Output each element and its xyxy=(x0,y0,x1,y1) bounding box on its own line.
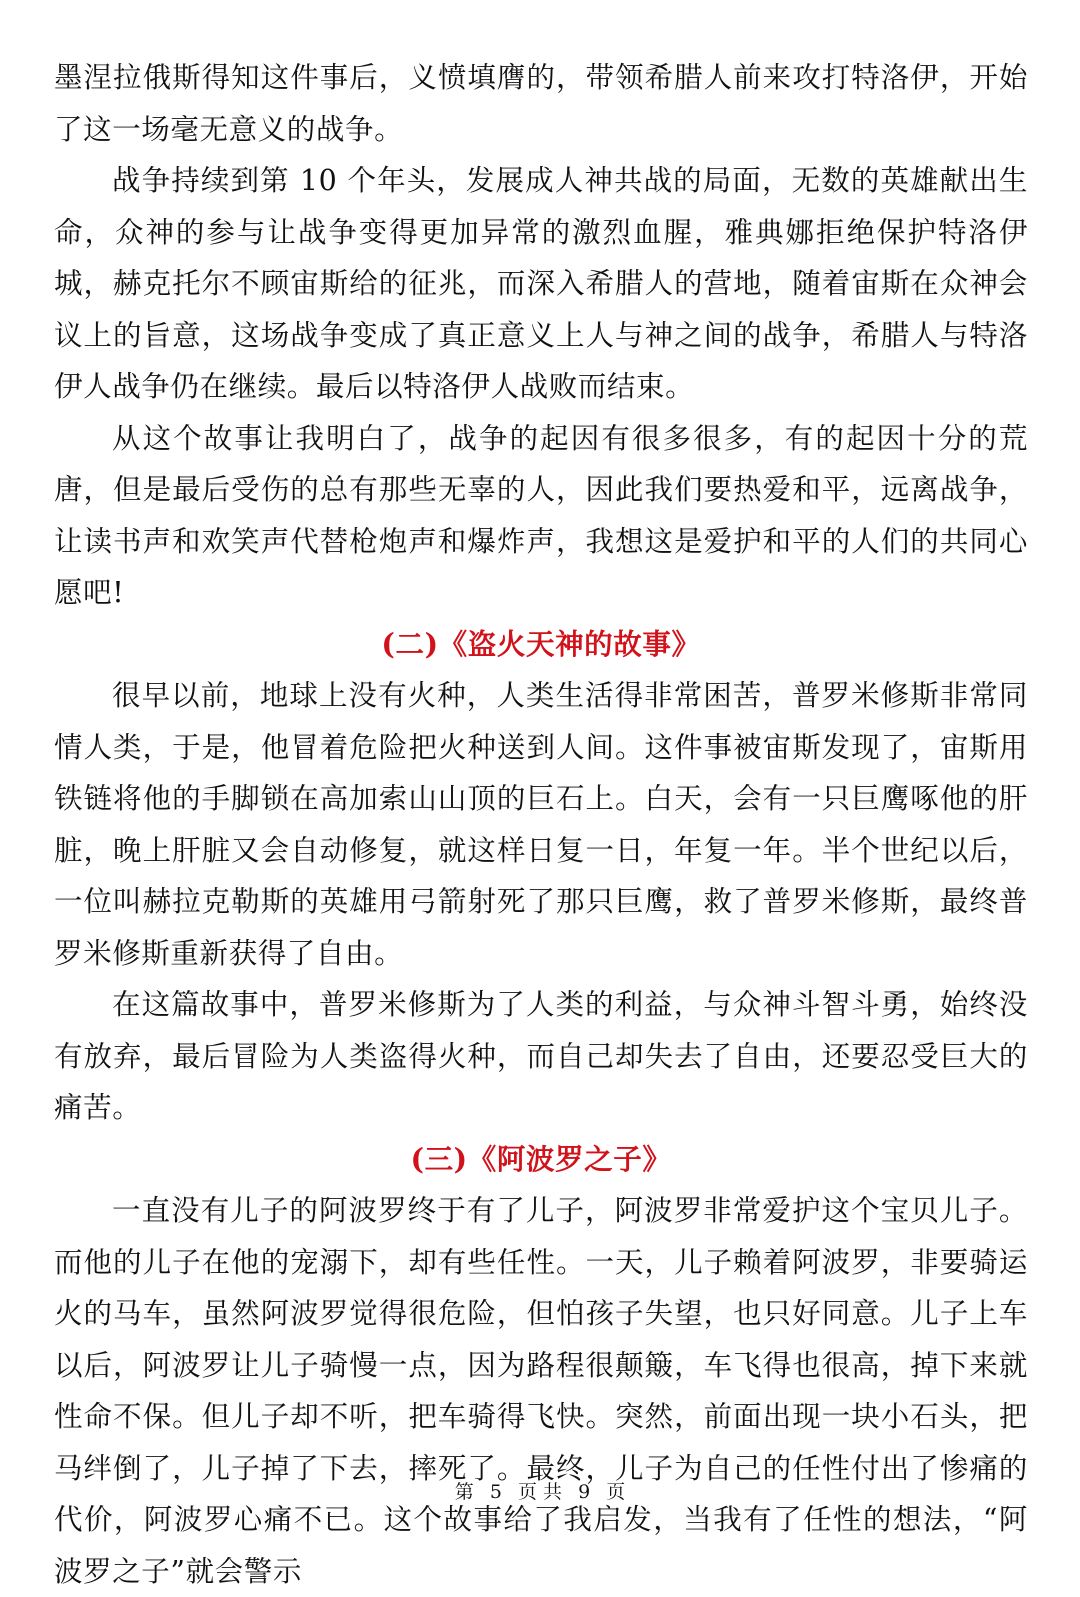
footer-prefix: 第 xyxy=(454,1481,474,1503)
footer-suffix: 页 xyxy=(606,1481,626,1503)
paragraph: 从这个故事让我明白了，战争的起因有很多很多，有的起因十分的荒唐，但是最后受伤的总有那些无辜的人，因此我们要热爱和平，远离战争，让读书声和欢笑声代替枪炮声和爆炸声，我想这是爱护和平的人们的共同心愿吧! xyxy=(54,421,1028,609)
page-footer xyxy=(0,1477,1080,1504)
section-heading: (二)《盗火天神的故事》 xyxy=(381,626,701,661)
paragraph: 战争持续到第 10 个年头，发展成人神共战的局面，无数的英雄献出生命，众神的参与让战争变得更加异常的激烈血腥，雅典娜拒绝保护特洛伊城，赫克托尔不顾宙斯给的征兆，而深入希腊人的营地，随着宙斯在众神会议上的旨意，这场战争变成了真正意义上人与神之间的战争，希腊人与特洛伊人战争仍在继续。最后以特洛伊人战败而结束。 xyxy=(54,164,1028,403)
section-heading: (三)《阿波罗之子》 xyxy=(410,1141,672,1176)
paragraph: 一直没有儿子的阿波罗终于有了儿子，阿波罗非常爱护这个宝贝儿子。而他的儿子在他的宠溺下，却有些任性。一天，儿子赖着阿波罗，非要骑运火的马车，虽然阿波罗觉得很危险，但怕孩子失望，也只好同意。儿子上车以后，阿波罗让儿子骑慢一点，因为路程很颠簸，车飞得也很高，掉下来就性命不保。但儿子却不听，把车骑得飞快。突然，前面出现一块小石头，把马绊倒了，儿子掉了下去，摔死了。最终，儿子为自己的任性付出了惨痛的代价，阿波罗心痛不已。这个故事给了我启发，当我有了任性的想法，“阿波罗之子”就会警示 xyxy=(54,1194,1028,1588)
footer-middle: 页 共 xyxy=(517,1481,563,1503)
page-number: 5 xyxy=(489,1481,502,1503)
paragraph: 很早以前，地球上没有火种，人类生活得非常困苦，普罗米修斯非常同情人类，于是，他冒着危险把火种送到人间。这件事被宙斯发现了，宙斯用铁链将他的手脚锁在高加索山山顶的巨石上。白天，会有一只巨鹰啄他的肝脏，晚上肝脏又会自动修复，就这样日复一日，年复一年。半个世纪以后，一位叫赫拉克勒斯的英雄用弓箭射死了那只巨鹰，救了普罗米修斯，最终普罗米修斯重新获得了自由。 xyxy=(54,679,1028,970)
page-total: 9 xyxy=(578,1481,591,1503)
document-page xyxy=(54,52,1028,1597)
paragraph: 墨涅拉俄斯得知这件事后，义愤填膺的，带领希腊人前来攻打特洛伊，开始了这一场毫无意义的战争。 xyxy=(54,61,1028,146)
paragraph: 在这篇故事中，普罗米修斯为了人类的利益，与众神斗智斗勇，始终没有放弃，最后冒险为人类盗得火种，而自己却失去了自由，还要忍受巨大的痛苦。 xyxy=(54,988,1028,1124)
